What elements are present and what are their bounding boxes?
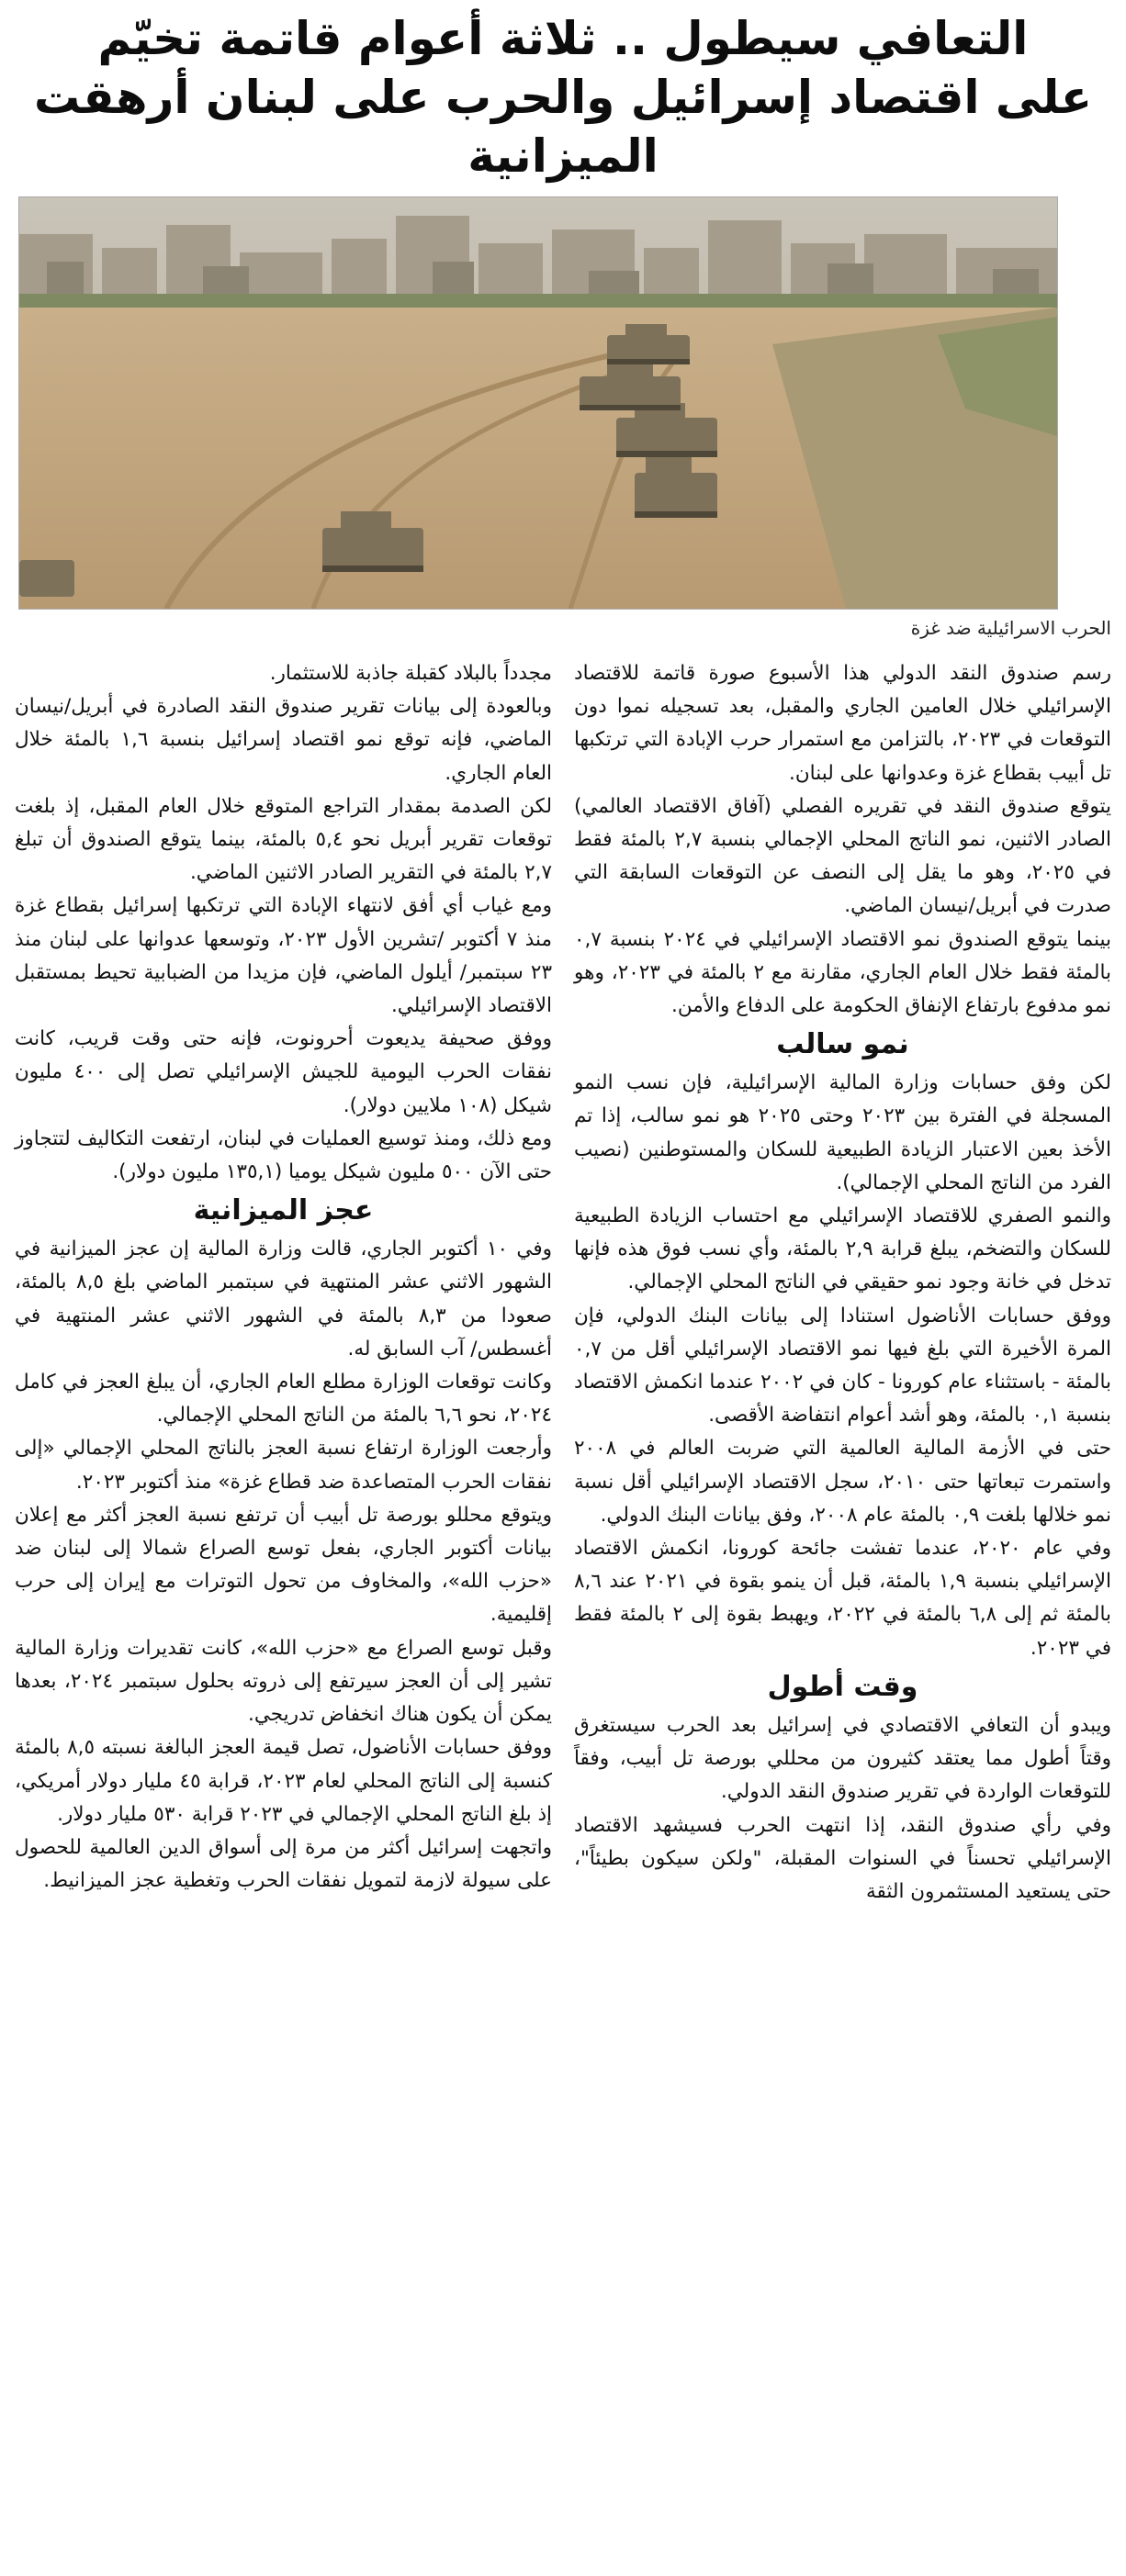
paragraph: وفي رأي صندوق النقد، إذا انتهت الحرب فسيشهد الاقتصاد الإسرائيلي تحسناً في السنوات المقبلة، "ولكن سيكون بطيئاً"، حتى يستعيد المستثمرون الثقة bbox=[574, 1813, 1111, 1903]
paragraph: ومع غياب أي أفق لانتهاء الإبادة التي ترتكبها إسرائيل بقطاع غزة منذ ٧ أكتوبر /تشرين الأول ٢٠٢٣، وتوسعها عدوانها على لبنان منذ ٢٣ سبتمبر/ أيلول الماضي، فإن مزيدا من الضبابية تحيط بمستقبل الاقتصاد الإسرائيلي. bbox=[15, 894, 552, 1018]
paragraph: ومع ذلك، ومنذ توسيع العمليات في لبنان، ارتفعت التكاليف لتتجاوز حتى الآن ٥٠٠ مليون شيكل يوميا (١٣٥,١ مليون دولار). bbox=[15, 1126, 552, 1184]
paragraph: ووفق صحيفة يديعوت أحرونوت، فإنه حتى وقت قريب، كانت نفقات الحرب اليومية للجيش الإسرائيلي تصل إلى ٤٠٠ مليون شيكل (١٠٨ ملايين دولار). bbox=[15, 1027, 553, 1117]
paragraph: والنمو الصفري للاقتصاد الإسرائيلي مع احتساب الزيادة الطبيعية للسكان والتضخم، يبلغ قرابة ٢,٩ بالمئة، وأي نسب فوق هذه فإنها تدخل في خانة وجود نمو حقيقي في الناتج المحلي الإجمالي. bbox=[574, 1204, 1111, 1294]
paragraph: ووفق حسابات الأناضول، تصل قيمة العجز البالغة نسبته ٨,٥ بالمئة كنسبة إلى الناتج المحلي لعام ٢٠٢٣، قرابة ٤٥ مليار دولار أمريكي، إذ بلغ الناتج المحلي الإجمالي في ٢٠٢٣ قرابة ٥٣٠ مليار دولار. bbox=[15, 1736, 553, 1826]
paragraph: ووفق حسابات الأناضول استنادا إلى بيانات البنك الدولي، فإن المرة الأخيرة التي بلغ فيها نمو الاقتصاد الإسرائيلي أقل من ٠,٧ بالمئة - باستثناء عام كورونا - كان في ٢٠٠٢ عندما انكمش الاقتصاد بنسبة ٠,١ بالمئة، وهو أشد أعوام انتفاضة الأقصى. bbox=[574, 1304, 1111, 1428]
paragraph: لكن الصدمة بمقدار التراجع المتوقع خلال العام المقبل، إذ بلغت توقعات تقرير أبريل نحو ٥,٤ بالمئة، بينما يتوقع الصندوق أن تبلغ ٢,٧ بالمئة في التقرير الصادر الاثنين الماضي. bbox=[15, 794, 552, 885]
paragraph: وفي ١٠ أكتوبر الجاري، قالت وزارة المالية إن عجز الميزانية في الشهور الاثني عشر المنتهية في سبتمبر الماضي بلغ ٨,٥ بالمئة، صعودا من ٨,٣ بالمئة في الشهور الاثني عشر المنتهية في أغسطس/ آب السابق له. bbox=[15, 1238, 553, 1361]
headline-line-2: على اقتصاد إسرائيل والحرب على لبنان أرهقت الميزانية bbox=[33, 71, 1093, 183]
paragraph: وبالعودة إلى بيانات تقرير صندوق النقد الصادرة في أبريل/نيسان الماضي، فإنه توقع نمو اقتصاد إسرائيل بنسبة ١,٦ بالمئة خلال العام الجاري. bbox=[15, 695, 552, 785]
article-headline bbox=[18, 9, 1108, 185]
paragraph: وقبل توسع الصراع مع «حزب الله»، كانت تقديرات وزارة المالية تشير إلى أن العجز سيرتفع إلى ذروته بحلول سبتمبر ٢٠٢٤، بعدها يمكن أن يكون هناك انخفاض تدريجي. bbox=[15, 1636, 552, 1727]
headline-line-1: التعافي سيطول .. ثلاثة أعوام قاتمة تخيّم bbox=[97, 12, 1029, 65]
article-photo bbox=[18, 196, 1058, 610]
paragraph: مجدداً بالبلاد كقبلة جاذبة للاستثمار. bbox=[269, 662, 552, 685]
paragraph: ويتوقع محللو بورصة تل أبيب أن ترتفع نسبة العجز أكثر مع إعلان بيانات أكتوبر الجاري، بفعل توسع الصراع شمالا إلى لبنان ضد «حزب الله»، والمخاوف من تحول التوترات مع إيران إلى حرب إقليمية. bbox=[15, 1503, 552, 1627]
photo-caption: الحرب الاسرائيلية ضد غزة bbox=[910, 617, 1111, 639]
tanks-in-desert-image bbox=[19, 197, 1057, 609]
paragraph: وكانت توقعات الوزارة مطلع العام الجاري، أن يبلغ العجز في كامل ٢٠٢٤، نحو ٦,٦ بالمئة من الناتج المحلي الإجمالي. bbox=[15, 1371, 552, 1428]
subheading: نمو سالب bbox=[776, 1028, 909, 1061]
article-body bbox=[15, 657, 1111, 1909]
paragraph: وفي عام ٢٠٢٠، عندما تفشت جائحة كورونا، انكمش الاقتصاد الإسرائيلي بنسبة ١,٩ بالمئة، قبل أن ينمو بقوة في ٢٠٢١ عند ٨,٦ بالمئة ثم إلى ٦,٨ بالمئة في ٢٠٢٢، ويهبط بقوة إلى ٢ بالمئة فقط في ٢٠٢٣. bbox=[574, 1537, 1111, 1660]
column-left bbox=[15, 657, 552, 1909]
subheading: عجز الميزانية bbox=[193, 1194, 374, 1227]
paragraph: يتوقع صندوق النقد في تقريره الفصلي (آفاق الاقتصاد العالمي) الصادر الاثنين، نمو الناتج المحلي الإجمالي بنسبة ٢,٧ بالمئة فقط في ٢٠٢٥، وهو ما يقل إلى النصف عن التوقعات السابقة التي صدرت في أبريل/نيسان الماضي. bbox=[574, 794, 1111, 918]
column-right bbox=[574, 657, 1111, 1909]
paragraph: بينما يتوقع الصندوق نمو الاقتصاد الإسرائيلي في ٢٠٢٤ بنسبة ٠,٧ بالمئة فقط خلال العام الجاري، مقارنة مع ٢ بالمئة في ٢٠٢٣، وهو نمو مدفوع بارتفاع الإنفاق الحكومة على الدفاع والأمن. bbox=[574, 927, 1111, 1018]
paragraph: ويبدو أن التعافي الاقتصادي في إسرائيل بعد الحرب سيستغرق وقتاً أطول مما يعتقد كثيرون من محللي بورصة تل أبيب، وفقاً للتوقعات الواردة في تقرير صندوق النقد الدولي. bbox=[574, 1713, 1111, 1804]
subheading: وقت أطول bbox=[767, 1670, 918, 1703]
paragraph: واتجهت إسرائيل أكثر من مرة إلى أسواق الدين العالمية للحصول على سيولة لازمة لتمويل نفقات الحرب وتغطية عجز الميزانيط. bbox=[15, 1835, 552, 1893]
paragraph: حتى في الأزمة المالية العالمية التي ضربت العالم في ٢٠٠٨ واستمرت تبعاتها حتى ٢٠١٠، سجل الاقتصاد الإسرائيلي أقل نسبة نمو خلالها بلغت ٠,٩ بالمئة عام ٢٠٠٨، وفق بيانات البنك الدولي. bbox=[574, 1437, 1111, 1527]
paragraph: رسم صندوق النقد الدولي هذا الأسبوع صورة قاتمة للاقتصاد الإسرائيلي خلال العامين الجاري والمقبل، بعد تسجيله نموا دون التوقعات في ٢٠٢٣، بالتزامن مع استمرار حرب الإبادة التي ترتكبها تل أبيب بقطاع غزة وعدوانها على لبنان. bbox=[574, 662, 1111, 785]
paragraph: لكن وفق حسابات وزارة المالية الإسرائيلية، فإن نسب النمو المسجلة في الفترة بين ٢٠٢٣ وحتى ٢٠٢٥ هو نمو سالب، إذا تم الأخذ بعين الاعتبار الزيادة الطبيعية للسكان والمستوطنين (نصيب الفرد من الناتج المحلي الإجمالي). bbox=[574, 1071, 1112, 1194]
paragraph: وأرجعت الوزارة ارتفاع نسبة العجز بالناتج المحلي الإجمالي «إلى نفقات الحرب المتصاعدة ضد قطاع غزة» منذ أكتوبر ٢٠٢٣. bbox=[15, 1437, 552, 1494]
